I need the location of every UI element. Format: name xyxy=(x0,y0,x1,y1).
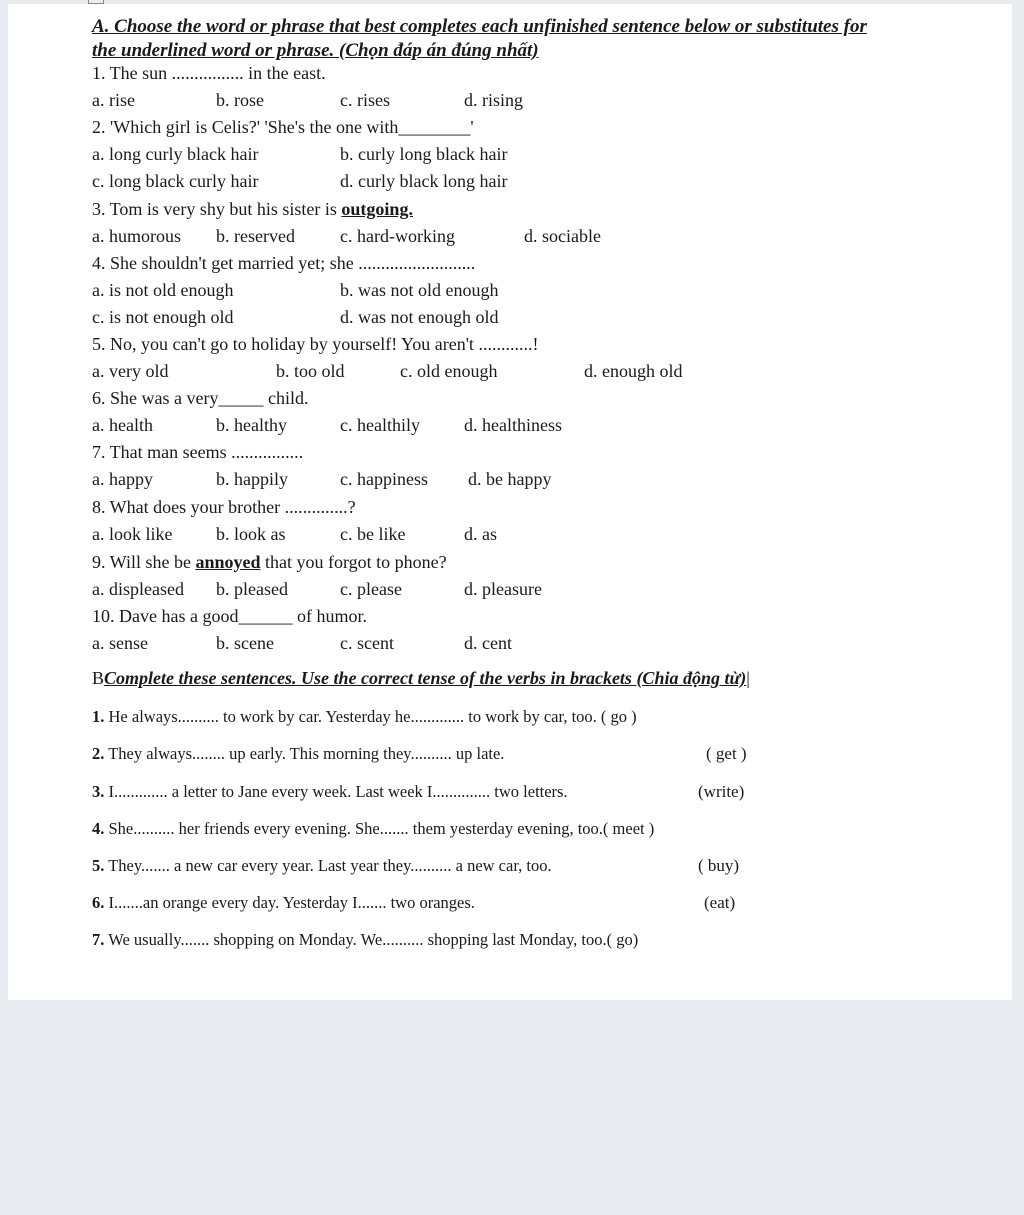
question-2-option-a: a. long curly black hair xyxy=(92,144,259,164)
question-4-option-b: b. was not old enough xyxy=(340,280,499,300)
question-10-stem: 10. Dave has a good______ of humor. xyxy=(92,606,367,626)
question-8-option-b: b. look as xyxy=(216,524,286,544)
question-5-option-c: c. old enough xyxy=(400,361,498,381)
question-3-underlined-word: outgoing. xyxy=(341,199,413,219)
section-b-item-text: They always........ up early. This morning they.......... up late. xyxy=(108,744,505,763)
question-7-option-a: a. happy xyxy=(92,469,153,489)
question-8-option-c: c. be like xyxy=(340,524,406,544)
section-b-item-text: He always.......... to work by car. Yesterday he............. to work by car, too. ( go ) xyxy=(108,707,637,726)
section-b-item-number: 1. xyxy=(92,707,105,726)
question-3-option-d: d. sociable xyxy=(524,226,601,246)
question-1-option-c: c. rises xyxy=(340,90,390,110)
question-9-option-c: c. please xyxy=(340,579,402,599)
question-3-option-a: a. humorous xyxy=(92,226,181,246)
section-b-item-text: I.......an orange every day. Yesterday I....... two oranges. xyxy=(108,893,475,912)
question-9-option-a: a. displeased xyxy=(92,579,184,599)
section-b-item-2 xyxy=(92,744,504,764)
question-8-option-d: d. as xyxy=(464,524,497,544)
page-corner-mark xyxy=(88,0,104,4)
section-b-item-5 xyxy=(92,856,552,876)
question-2-stem: 2. 'Which girl is Celis?' 'She's the one with________' xyxy=(92,117,474,137)
question-5-option-d: d. enough old xyxy=(584,361,683,381)
section-b-item-number: 4. xyxy=(92,819,105,838)
section-a-heading-line2: the underlined word or phrase. (Chọn đáp án đúng nhất) xyxy=(92,40,539,61)
section-b-item-text: She.......... her friends every evening. She....... them yesterday evening, too.( meet ) xyxy=(108,819,655,838)
question-3-option-b: b. reserved xyxy=(216,226,295,246)
question-6-option-b: b. healthy xyxy=(216,415,287,435)
question-1-option-b: b. rose xyxy=(216,90,264,110)
question-8-option-a: a. look like xyxy=(92,524,173,544)
section-b-item-number: 5. xyxy=(92,856,105,875)
section-b-item-7 xyxy=(92,930,638,950)
question-4-option-d: d. was not enough old xyxy=(340,307,499,327)
section-b-item-number: 6. xyxy=(92,893,105,912)
question-9-option-b: b. pleased xyxy=(216,579,288,599)
question-9-stem-before: 9. Will she be xyxy=(92,552,196,572)
question-10-option-b: b. scene xyxy=(216,633,274,653)
question-7-option-b: b. happily xyxy=(216,469,288,489)
section-b-item-2-verb: ( get ) xyxy=(706,744,747,763)
section-b-item-4 xyxy=(92,819,654,839)
question-9-option-d: d. pleasure xyxy=(464,579,542,599)
question-6-option-a: a. health xyxy=(92,415,153,435)
question-9-stem-after: that you forgot to phone? xyxy=(260,552,447,572)
question-3-stem xyxy=(92,199,413,220)
section-b-item-number: 2. xyxy=(92,744,105,763)
question-7-option-c: c. happiness xyxy=(340,469,428,489)
section-b-item-text: We usually....... shopping on Monday. We.......... shopping last Monday, too.( go) xyxy=(108,930,639,949)
question-5-stem: 5. No, you can't go to holiday by yourself! You aren't ............! xyxy=(92,334,539,354)
question-1-stem: 1. The sun ................ in the east. xyxy=(92,63,326,83)
question-2-option-d: d. curly black long hair xyxy=(340,171,508,191)
section-b-item-number: 3. xyxy=(92,782,105,801)
section-b-item-3-verb: (write) xyxy=(698,782,745,801)
section-b-item-3 xyxy=(92,782,568,802)
question-6-option-d: d. healthiness xyxy=(464,415,562,435)
section-b-heading xyxy=(92,668,750,689)
section-b-item-text: They....... a new car every year. Last year they.......... a new car, too. xyxy=(108,856,552,875)
question-8-stem: 8. What does your brother ..............? xyxy=(92,497,356,517)
question-9-stem xyxy=(92,552,447,573)
question-4-stem: 4. She shouldn't get married yet; she .......................... xyxy=(92,253,476,273)
question-6-option-c: c. healthily xyxy=(340,415,420,435)
section-b-item-number: 7. xyxy=(92,930,105,949)
question-9-underlined-word: annoyed xyxy=(195,552,261,572)
section-b-item-1 xyxy=(92,707,637,727)
question-10-option-d: d. cent xyxy=(464,633,512,653)
question-2-option-c: c. long black curly hair xyxy=(92,171,259,191)
question-1-option-a: a. rise xyxy=(92,90,135,110)
question-4-option-a: a. is not old enough xyxy=(92,280,234,300)
question-1-option-d: d. rising xyxy=(464,90,524,110)
question-5-option-a: a. very old xyxy=(92,361,169,381)
question-10-option-a: a. sense xyxy=(92,633,148,653)
section-b-letter: B xyxy=(92,668,105,688)
section-b-item-5-verb: ( buy) xyxy=(698,856,740,875)
text-cursor: | xyxy=(746,668,750,688)
section-b-item-text: I............. a letter to Jane every week. Last week I.............. two letters. xyxy=(108,782,568,801)
question-2-option-b: b. curly long black hair xyxy=(340,144,508,164)
question-10-option-c: c. scent xyxy=(340,633,394,653)
question-5-option-b: b. too old xyxy=(276,361,345,381)
section-b-item-6 xyxy=(92,893,475,913)
question-7-option-d: d. be happy xyxy=(468,469,552,489)
question-3-option-c: c. hard-working xyxy=(340,226,455,246)
question-6-stem: 6. She was a very_____ child. xyxy=(92,388,309,408)
question-3-stem-text: 3. Tom is very shy but his sister is xyxy=(92,199,342,219)
question-4-option-c: c. is not enough old xyxy=(92,307,234,327)
section-a-heading-line1: A. Choose the word or phrase that best completes each unfinished sentence below or substitutes for xyxy=(92,16,867,37)
section-b-item-6-verb: (eat) xyxy=(704,893,736,912)
question-7-stem: 7. That man seems ................ xyxy=(92,442,304,462)
section-b-heading-text: Complete these sentences. Use the correct tense of the verbs in brackets (Chia động từ) xyxy=(104,668,747,688)
